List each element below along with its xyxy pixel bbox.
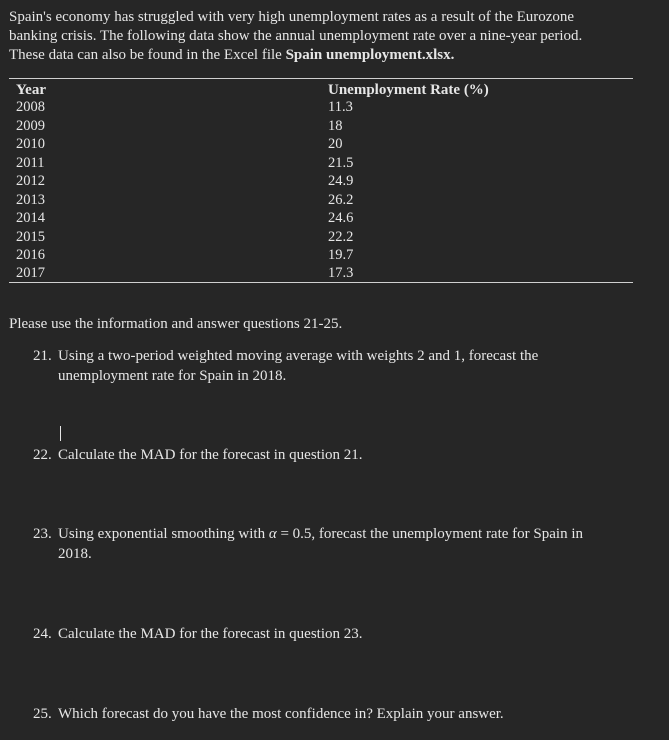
question-text: Calculate the MAD for the forecast in question 21. (58, 447, 363, 463)
question-23 (33, 524, 643, 564)
table-row (9, 118, 633, 136)
question-number: 23. (33, 526, 52, 542)
intro-line-2: banking crisis. The following data show the annual unemployment rate over a nine-year period. (9, 28, 583, 44)
year-cell: 2015 (16, 228, 45, 245)
question-text: Which forecast do you have the most confidence in? Explain your answer. (58, 706, 504, 722)
table-row (9, 155, 633, 173)
intro-paragraph (9, 8, 649, 65)
text-cursor[interactable] (60, 426, 61, 441)
question-text: Calculate the MAD for the forecast in question 23. (58, 626, 363, 642)
rate-cell: 20 (328, 136, 343, 152)
question-number: 24. (33, 626, 52, 642)
column-header-rate: Unemployment Rate (%) (328, 82, 489, 98)
intro-line-3 (9, 46, 649, 65)
table-row (9, 229, 633, 247)
question-25 (33, 704, 643, 724)
table-bottom-rule (9, 282, 633, 283)
year-cell: 2013 (16, 191, 45, 208)
rate-cell: 24.9 (328, 173, 354, 189)
table-row (9, 247, 633, 265)
question-text-line-2: 2018. (58, 546, 92, 562)
question-21 (33, 346, 643, 386)
year-cell: 2014 (16, 210, 45, 226)
table-row (9, 99, 633, 117)
question-number: 21. (33, 348, 52, 364)
instructions-text: Please use the information and answer questions 21-25. (9, 316, 343, 332)
rate-cell: 18 (328, 117, 343, 134)
intro-line-1: Spain's economy has struggled with very high unemployment rates as a result of the Eurozone (9, 9, 575, 25)
year-cell: 2011 (16, 154, 45, 171)
rate-cell: 24.6 (328, 210, 354, 226)
table-row (9, 136, 633, 154)
table-top-rule (9, 78, 633, 79)
table-row (9, 173, 633, 191)
table-row (9, 192, 633, 210)
year-cell: 2008 (16, 99, 45, 115)
column-header-year: Year (16, 82, 46, 98)
question-text-line-1 (33, 524, 643, 544)
question-24 (33, 624, 643, 644)
year-cell: 2010 (16, 136, 45, 152)
question-22 (33, 445, 643, 465)
rate-cell: 17.3 (328, 264, 354, 281)
question-text-line-2: unemployment rate for Spain in 2018. (58, 368, 287, 384)
intro-line-3-text: These data can also be found in the Excel file (9, 47, 286, 63)
year-cell: 2017 (16, 264, 45, 281)
question-text-part-1: Using exponential smoothing with (58, 526, 269, 542)
rate-cell: 11.3 (328, 99, 353, 115)
excel-filename: Spain unemployment.xlsx. (285, 47, 455, 63)
year-cell: 2012 (16, 173, 45, 189)
question-text-part-2: = 0.5, forecast the unemployment rate for Spain in (276, 526, 583, 542)
rate-cell: 22.2 (328, 228, 354, 245)
rate-cell: 21.5 (328, 154, 354, 171)
question-text-line-1: Using a two-period weighted moving average with weights 2 and 1, forecast the (58, 348, 539, 364)
alpha-symbol: α (268, 526, 277, 542)
question-number: 25. (33, 706, 52, 722)
question-number: 22. (33, 447, 52, 463)
rate-cell: 19.7 (328, 247, 354, 263)
year-cell: 2016 (16, 247, 45, 263)
table-row (9, 265, 633, 283)
rate-cell: 26.2 (328, 191, 354, 208)
table-row (9, 210, 633, 228)
year-cell: 2009 (16, 117, 45, 134)
